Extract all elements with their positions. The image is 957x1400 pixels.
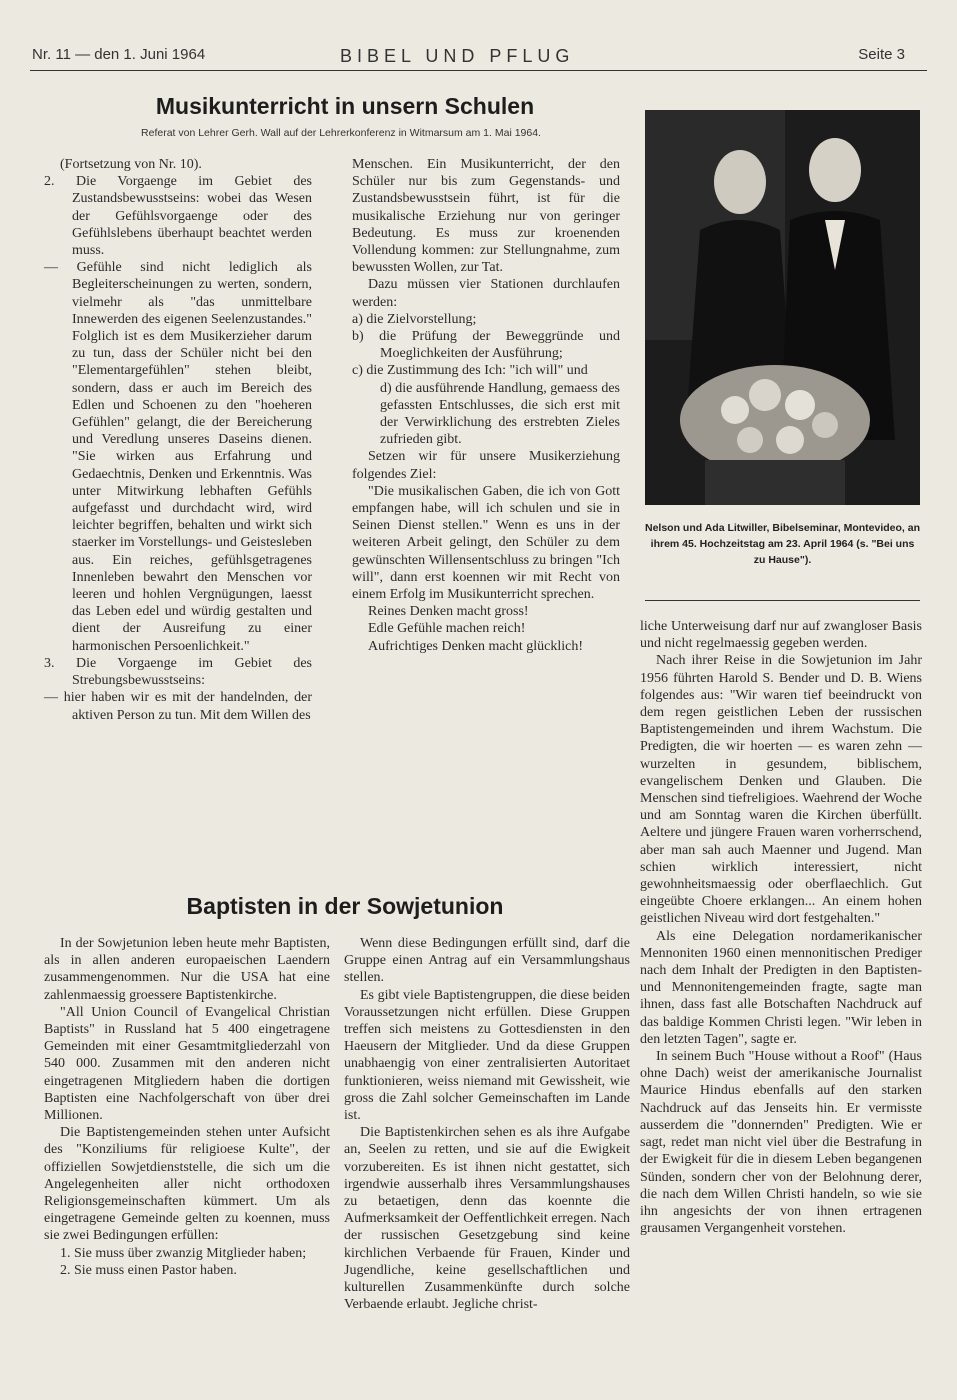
paragraph: Wenn diese Bedingungen erfüllt sind, darf die Gruppe einen Antrag auf ein Versammlungshaus stellen. [344,936,630,986]
article2-column-1 [44,935,330,1279]
paragraph: 3. Die Vorgaenge im Gebiet des Strebungsbewusstseins: [44,655,312,689]
couple-photo [645,110,920,505]
paragraph: (Fortsetzung von Nr. 10). [60,157,202,172]
paragraph: Aufrichtiges Denken macht glücklich! [368,638,583,654]
paragraph: "Die musikalischen Gaben, die ich von Gott empfangen habe, will ich schulen und sie in Seinen Dienst stellen." Wenn es uns in der weiteren Arbeit gelingt, den Schüler zu dem gewünschten Willensentschluss zu bringen "Ich will", dann erst koennen wir mit Recht von einem Erfolg im Musikunterricht sprechen. [352,483,620,603]
caption-rule [645,600,920,601]
paragraph: Es gibt viele Baptistengruppen, die diese beiden Voraussetzungen nicht erfüllen. Diese Gruppen treffen sich meistens zu Gottesdiensten in den Haeusern der Mitglieder. Und da diese Gruppen unabhaengig von einer zentralisierten Autoritaet funktionieren, weiss niemand mit Gewissheit, wie gross die Zahl solcher Gemeinschaften im Lande ist. [344,987,630,1124]
article2-column-3 [640,618,922,1237]
paragraph: Menschen. Ein Musikunterricht, der den Schüler nur bis zum Gegenstands- und Zustandsbewusstsein führt, ist für die musikalische Erziehung nur von geringer Bedeutung. Es muss zur kroenenden Vollendung kommen: zur Stellungnahme, zum bewussten Wollen, zur Tat. [352,157,620,276]
list-item: 1. Sie muss über zwanzig Mitglieder haben; [60,1245,307,1261]
paragraph: In der Sowjetunion leben heute mehr Baptisten, als in allen anderen europaeischen Laendern zusammengenommen. Nur die USA hat eine zahlenmaessig groessere Baptistenkirche. [44,936,330,1003]
list-item: 2. Sie muss einen Pastor haben. [60,1262,237,1278]
paragraph: Nach ihrer Reise in die Sowjetunion im Jahr 1956 führten Harold S. Bender und D. B. Wiens folgendes aus: "Wir waren tief beeindruckt von dem regen geistlichen Leben der russischen Baptistengemeinden und ihrem Wachstum. Die Predigten, die wir hoerten — es waren zehn — wurzelten in gesundem, biblischem, evangelischem Denken und Glauben. Die Menschen sind tiefreligioes. Waehrend der Woche und am Sonntag waren die Kirchen überfüllt. Aeltere und jüngere Frauen waren vorherrschend, aber man sah auch Maenner und Jugend. Man schien wirklich interessiert, nicht gewohnheitsmaessig oder oberflaechlich. Gut eingeübte Choere erklangen... An einem hohen geistlichen Niveau wird dort festgehalten." [640,653,922,927]
article1-subtitle: Referat von Lehrer Gerh. Wall auf der Lehrerkonferenz in Witmarsum am 1. Mai 1964. [141,127,541,139]
article2-column-2 [344,935,630,1313]
paragraph: — hier haben wir es mit der handelnden, der aktiven Person zu tun. Mit dem Willen des [44,690,312,723]
paragraph: In seinem Buch "House without a Roof" (Haus ohne Dach) weist der amerikanische Journalist Maurice Hindus ebenfalls auf den starken Nachdruck auf das Jenseits hin. Er vermisste ausserdem die "donnernden" Predigten. Wie er sagt, redet man nicht viel über die Bestrafung in der Ewigkeit für die in diesem Leben begangenen Sünden, sondern cher von der Belohnung derer, die nach dem Willen Christi handeln, so wie sie ihn angesichts der von ihnen ertragenen grausamen Vergangenheit vorstehen. [640,1049,922,1237]
paragraph: Als eine Delegation nordamerikanischer Mennoniten 1960 einen mennonitischen Prediger nach dem Inhalt der Predigten in den Baptisten- und Mennonitengemeinden fragte, sagte man ihnen, dass fast alle Botschaften Nachdruck auf das baldige Kommen Christi legen. "Wir leben in den letzten Tagen", sagte er. [640,928,922,1047]
list-item: b) die Prüfung der Beweggründe und Moeglichkeiten der Ausführung; [352,329,620,362]
paragraph: "All Union Council of Evangelical Christian Baptists" in Russland hat 5 400 eingetragene Gemeinden mit einer Gesamtmitgliederzahl von 540 000. Zusammen mit den anderen nicht eingetragenen Mitgliedern haben die dortigen Baptisten eine Nachfolgerschaft von über drei Millionen. [44,1004,330,1124]
list-item: a) die Zielvorstellung; [352,311,477,327]
paragraph: Dazu müssen vier Stationen durchlaufen werden: [352,277,620,310]
paragraph: Die Baptistengemeinden stehen unter Aufsicht des "Konziliums für religioese Kulte", der offiziellen Sowjetdienststelle, die sich um die Angelegenheiten aller nicht orthodoxen Religionsgemeinschaften kümmert. Um als eingetragene Gemeinde gelten zu koennen, muss sie zwei Bedingungen erfüllen: [44,1125,330,1244]
article1-title: Musikunterricht in unsern Schulen [155,93,535,119]
paragraph: liche Unterweisung darf nur auf zwangloser Basis und nicht regelmaessig gegeben werden. [640,619,922,652]
paragraph: Edle Gefühle machen reich! [368,621,526,637]
paragraph: Die Baptistenkirchen sehen es als ihre Aufgabe an, Seelen zu retten, und sie auf die Ewigkeit vorzubereiten. Es ist ihnen nicht gestattet, sich irgendwie ausserhalb ihres Versammlungshauses zu betaetigen, denn das koennte die Aufmerksamkeit der Oeffentlichkeit erregen. Nach der russischen Gesetzgebung sind keine kirchlichen Verbaende für Frauen, Kinder und Jugendliche, keine gesellschaftlichen und kulturellen Zusammenkünfte durch solche Verbaende erlaubt. Jegliche christ- [344,1125,630,1313]
paragraph: Setzen wir für unsere Musikerziehung folgendes Ziel: [352,449,620,482]
masthead: BIBEL UND PFLUG [340,46,575,66]
article2-title: Baptisten in der Sowjetunion [186,893,504,919]
paragraph: — Gefühle sind nicht lediglich als Begleiterscheinungen zu werten, sondern, vielmehr als "das unmittelbare Innewerden des eigenen Seelenzustandes." Folglich ist es dem Musikerzieher darum zu tun, dass der Schüler nicht bei den "Elementargefühlen" stehen bleibt, sondern, dass er auch im Bereich des Edlen und Schoenen zu den "hoeheren Gefühlen" gelangt, die der Bereicherung und Veredlung unseres Daseins dienen. "Sie wirken aus Erfahrung und Gedaechtnis, Denken und Erkenntnis. Was unter Mitwirkung lebhaften Gefühls aufgefasst und durchdacht wird, wird leichter begriffen, behalten und wirkt sich staerker im Vorstellungs- und Geistesleben aus. Ein reiches, gefühlsgetragenes Innenleben bewahrt den Menschen vor leeren und hohlen Vergnügungen, laesst das Leben edel und würdig gestalten und dient der Ausreifung zu einer harmonischen Persoenlichkeit." [44,260,312,654]
list-item: c) die Zustimmung des Ich: "ich will" und [352,363,588,379]
issue-date: Nr. 11 — den 1. Juni 1964 [32,46,206,63]
page-number: Seite 3 [858,46,905,63]
paragraph: 2. Die Vorgaenge im Gebiet des Zustandsbewusstseins: wobei das Wesen der Gefühlsvorgaenge oder des Gefühlslebens überhaupt beachtet werden muss. [44,174,312,259]
couple-photo-illustration [645,110,920,505]
list-item: d) die ausführende Handlung, gemaess des gefassten Entschlusses, die sich erst mit der Verwirklichung des erstrebten Zieles zufrieden gibt. [380,380,620,448]
header-rule [30,70,927,71]
article1-column-2 [352,156,620,655]
article1-column-1 [44,156,312,724]
paragraph: Reines Denken macht gross! [368,604,529,620]
photo-caption: Nelson und Ada Litwiller, Bibelseminar, Montevideo, an ihrem 45. Hochzeitstag am 23. April 1964 (s. "Bei uns zu Hause"). [645,522,920,566]
